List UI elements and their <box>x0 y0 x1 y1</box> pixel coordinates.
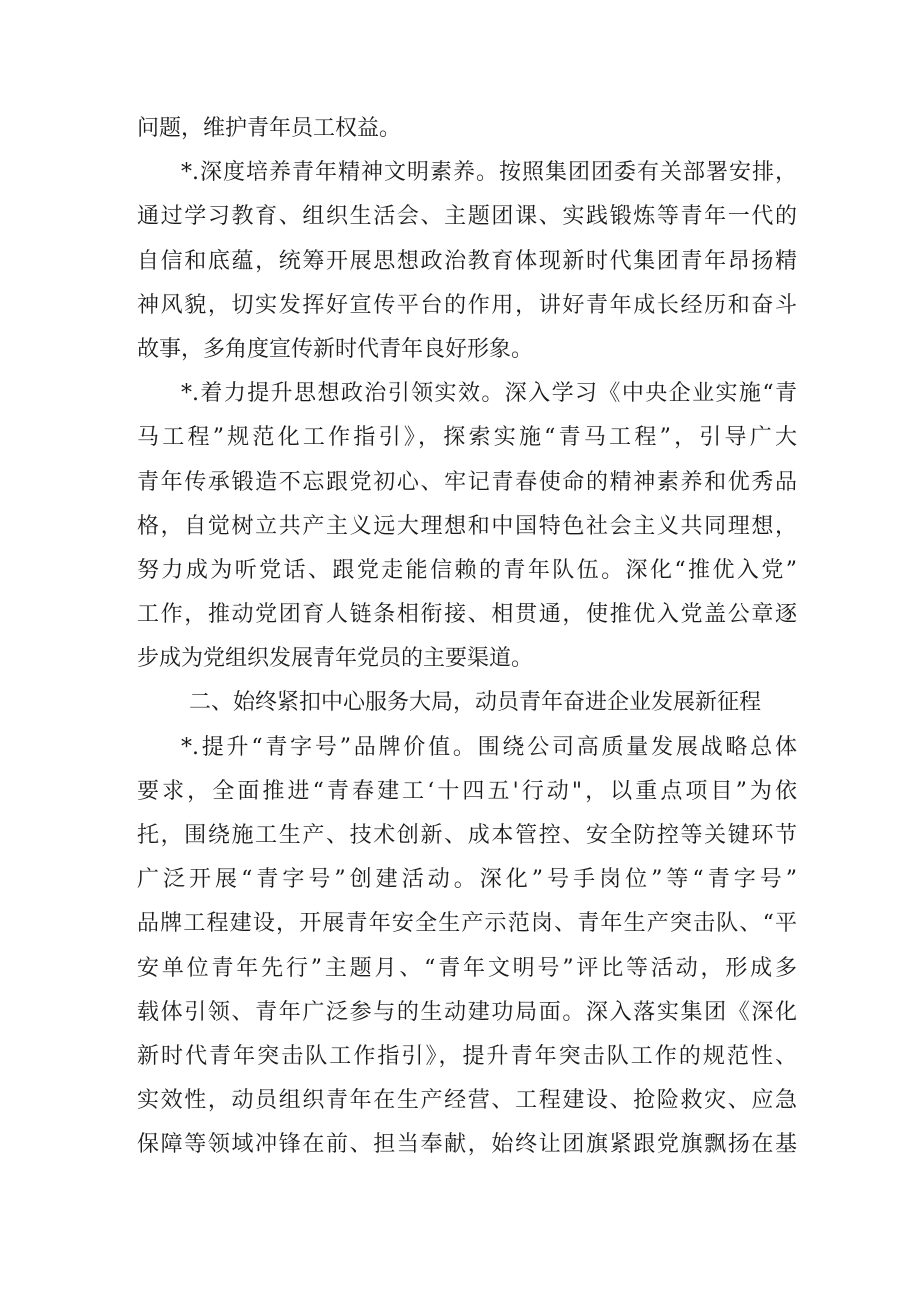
text-line: 工作，推动党团育人链条相衔接、相贯通，使推优入党盖公章逐 <box>137 602 797 628</box>
text-line: *.着力提升思想政治引领实效。深入学习《中央企业实施“青 <box>181 381 797 407</box>
text-line: 保障等领域冲锋在前、担当奉献，始终让团旗紧跟党旗飘扬在基 <box>137 1132 797 1158</box>
document-body <box>137 107 797 1168</box>
text-line: 格，自觉树立共产主义远大理想和中国特色社会主义共同理想， <box>137 513 797 539</box>
section-heading: 二、始终紧扣中心服务大局，动员青年奋进企业发展新征程 <box>189 690 762 716</box>
text-line: 马工程”规范化工作指引》，探索实施“青马工程”，引导广大 <box>137 425 797 451</box>
text-line: *.深度培养青年精神文明素养。按照集团团委有关部署安排， <box>181 160 797 186</box>
text-line: 神风貌，切实发挥好宣传平台的作用，讲好青年成长经历和奋斗 <box>137 292 797 318</box>
text-line: 品牌工程建设，开展青年安全生产示范岗、青年生产突击队、“平 <box>137 911 797 937</box>
text-line: 努力成为听党话、跟党走能信赖的青年队伍。深化“推优入党” <box>137 557 797 583</box>
text-line: 问题，维护青年员工权益。 <box>137 116 402 141</box>
text-line: 实效性，动员组织青年在生产经营、工程建设、抢险救灾、应急 <box>137 1088 797 1114</box>
text-line: 要求，全面推进“青春建工‘十四五'行动"，以重点项目”为依 <box>137 778 797 804</box>
text-line: *.提升“青字号”品牌价值。围绕公司高质量发展战略总体 <box>181 734 797 760</box>
text-line: 载体引领、青年广泛参与的生动建功局面。深入落实集团《深化 <box>137 999 797 1025</box>
text-line: 自信和底蕴，统筹开展思想政治教育体现新时代集团青年昂扬精 <box>137 248 797 274</box>
text-line: 青年传承锻造不忘跟党初心、牢记青春使命的精神素养和优秀品 <box>137 469 797 495</box>
text-line: 托，围绕施工生产、技术创新、成本管控、安全防控等关键环节 <box>137 823 797 848</box>
text-line: 新时代青年突击队工作指引》，提升青年突击队工作的规范性、 <box>137 1043 797 1069</box>
text-line: 广泛开展“青字号”创建活动。深化”号手岗位”等“青字号” <box>137 867 797 893</box>
text-line: 安单位青年先行”主题月、“青年文明号”评比等活动，形成多 <box>137 955 797 981</box>
text-line: 通过学习教育、组织生活会、主题团课、实践锻炼等青年一代的 <box>137 204 797 230</box>
text-line: 故事，多角度宣传新时代青年良好形象。 <box>137 336 534 362</box>
text-line: 步成为党组织发展青年党员的主要渠道。 <box>137 646 534 672</box>
